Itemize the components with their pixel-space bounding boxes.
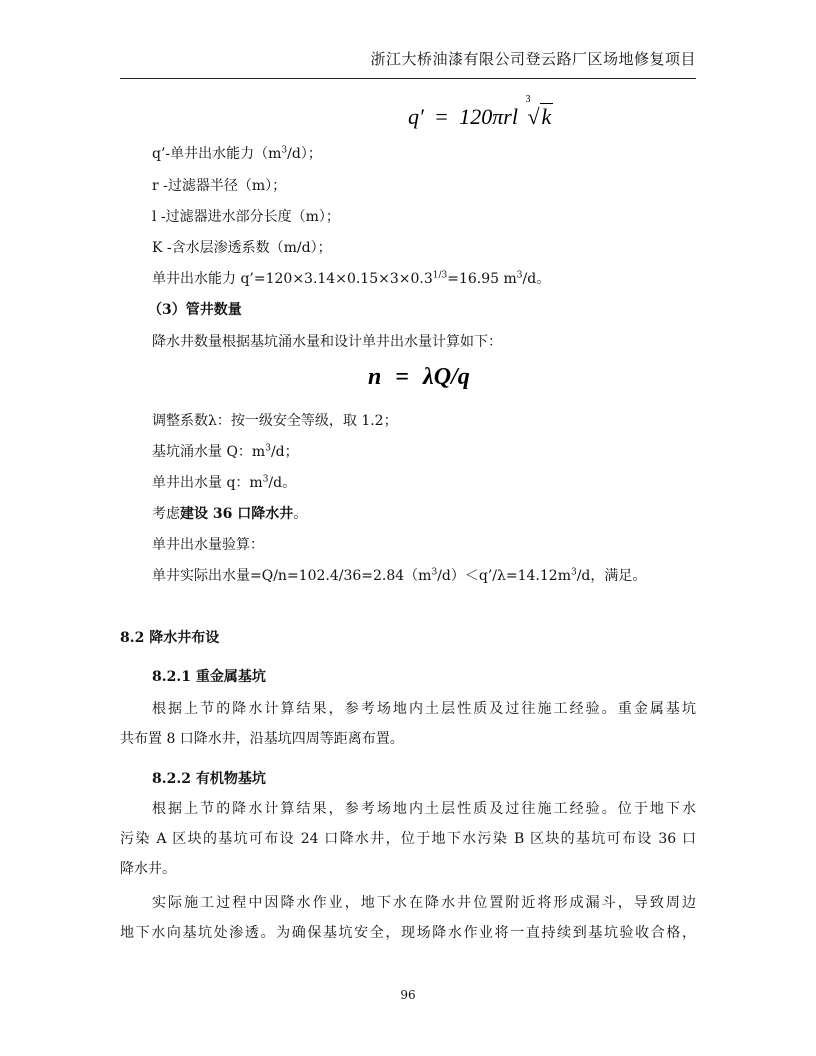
subheading-well-count: （3）管井数量 [148,302,242,318]
item-Q-text: 基坑涌水量 Q：m [152,444,266,460]
actual-mid: /d）＜q’/λ=14.12m [437,568,571,584]
section-8-2-1-heading: 8.2.1 重金属基坑 [152,669,266,685]
section-8-2-2-paragraph [120,799,696,879]
calc-exponent: 1/3 [432,270,448,281]
header-divider [120,78,696,79]
item-consider [152,504,307,524]
formula2-rhs: λQ/q [423,364,470,390]
section-8-2-2-heading: 8.2.2 有机物基坑 [152,771,266,787]
definition-l: l -过滤器进水部分长度（m）； [152,209,340,225]
actual-sup: 3 [431,567,438,578]
page-number: 96 [400,988,416,1002]
item-lambda: 调整系数λ：按一级安全等级，取 1.2； [152,413,398,429]
capacity-calculation [152,269,550,289]
calc-unit: /d。 [522,271,551,287]
well-count-intro: 降水井数量根据基坑涌水量和设计单井出水量计算如下： [152,334,502,350]
para-line: 实际施工过程中因降水作业，地下水在降水井位置附近将形成漏斗，导致周边 [152,895,696,911]
definition-q [152,144,322,164]
item-q-sup: 3 [262,474,269,485]
calc-unit-sup: 3 [516,270,523,281]
item-Q-sup: 3 [265,443,271,454]
actual-sup2: 3 [570,567,577,578]
formula2-lhs: n [368,364,382,390]
item-q-text: 单井出水量 q：m [152,475,263,491]
consider-suffix: 。 [293,506,308,522]
item-Q [152,442,299,462]
consider-bold: 建设 36 口降水井 [180,506,294,522]
root-body: k [541,104,552,129]
radical-sign: √ [527,104,540,129]
calc-result: =16.95 m [447,271,517,287]
formula-rhs: 120πrl [459,104,518,129]
section-8-2-1-paragraph [120,699,696,749]
formula-well-number [368,364,470,391]
para-line: 共布置 8 口降水井，沿基坑四周等距离布置。 [120,731,404,747]
definition-r: r -过滤器半径（m）； [152,178,287,194]
formula2-eq: = [395,364,410,390]
formula-lhs: q′ [408,104,424,129]
item-q [152,473,296,493]
section-8-2-2-paragraph-2 [120,893,696,943]
def-q-text: q’-单井出水能力（m [152,146,282,162]
actual-text: 单井实际出水量=Q/n=102.4/36=2.84（m [152,568,432,584]
item-q-unit: /d。 [268,475,297,491]
item-check: 单井出水量验算： [152,537,264,553]
def-q-sup: 3 [281,145,288,156]
consider-prefix: 考虑 [152,506,180,522]
page-header [120,48,696,74]
item-Q-unit: /d； [270,444,299,460]
def-q-unit: /d）； [287,146,322,162]
actual-end: /d，满足。 [576,568,647,584]
calc-text: 单井出水能力 q’=120×3.14×0.15×3×0.3 [152,271,433,287]
section-8-2-heading: 8.2 降水井布设 [120,630,220,646]
para-line: 地下水向基坑处渗透。为确保基坑安全，现场降水作业将一直持续到基坑验收合格， [120,925,696,941]
item-actual [152,566,646,586]
para-line: 根据上节的降水计算结果，参考场地内土层性质及过往施工经验。重金属基坑 [152,701,696,717]
definition-K: K -含水层渗透系数（m/d）； [152,240,332,256]
para-line: 根据上节的降水计算结果，参考场地内土层性质及过往施工经验。位于地下水 [152,801,696,817]
para-line: 降水井。 [120,861,176,877]
header-title: 浙江大桥油漆有限公司登云路厂区场地修复项目 [370,50,696,68]
cube-root: 3 √k [525,94,552,129]
formula-eq: = [435,104,448,129]
formula-well-capacity [408,94,553,130]
para-line: 污染 A 区块的基坑可布设 24 口降水井，位于地下水污染 B 区块的基坑可布设 36 口 [120,831,696,847]
